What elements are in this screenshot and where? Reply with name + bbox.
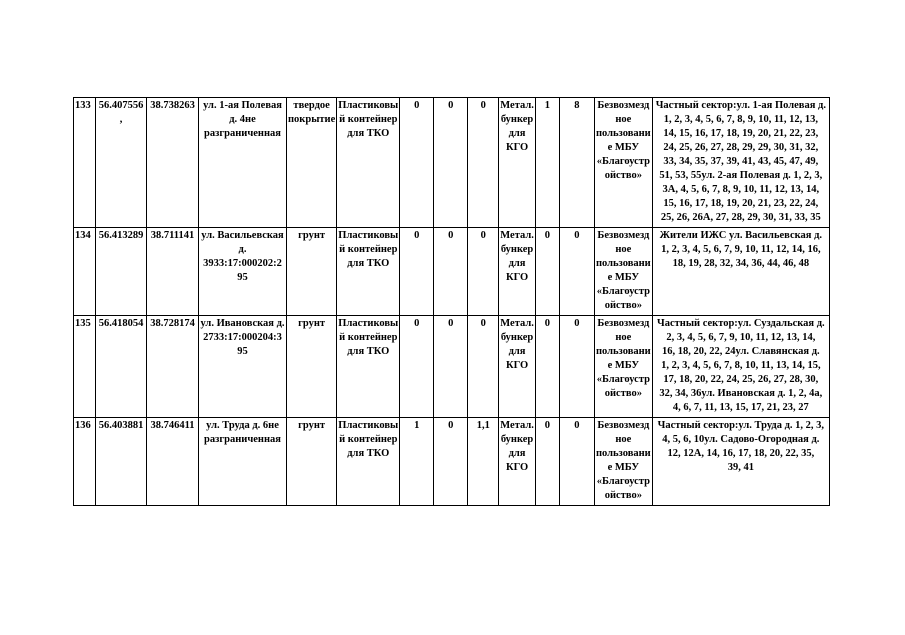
bunker-volume-cell: 8 xyxy=(559,98,594,228)
count-cell-1: 0 xyxy=(400,316,434,418)
surface-cell: грунт xyxy=(287,418,337,506)
container-type-cell: Пластиковы й контейнер для ТКО xyxy=(337,98,400,228)
volume-cell: 0 xyxy=(468,316,499,418)
row-number: 133 xyxy=(74,98,96,228)
latitude-cell: 56.418054 xyxy=(96,316,147,418)
row-number: 134 xyxy=(74,228,96,316)
bunker-type-cell: Метал. бункер для КГО xyxy=(499,316,536,418)
bunker-count-cell: 1 xyxy=(535,98,559,228)
count-cell-1: 0 xyxy=(400,98,434,228)
owner-cell: Безвозмезд ное пользовани е МБУ «Благоустр ойство» xyxy=(594,98,652,228)
address-cell: ул. 1-ая Полевая д. 4не разграниченная xyxy=(199,98,287,228)
container-type-cell: Пластиковы й контейнер для ТКО xyxy=(337,228,400,316)
bunker-count-cell: 0 xyxy=(535,316,559,418)
address-cell: ул. Труда д. 6не разграниченная xyxy=(199,418,287,506)
surface-cell: грунт xyxy=(287,228,337,316)
served-addresses-cell: Частный сектор:ул. Труда д. 1, 2, 3, 4, 5, 6, 10ул. Садово-Огородная д. 12, 12А, 14, 16, 17, 18, 20, 22, 35, 39, 41 xyxy=(652,418,829,506)
bunker-count-cell: 0 xyxy=(535,418,559,506)
latitude-cell: 56.413289 xyxy=(96,228,147,316)
count-cell-2: 0 xyxy=(434,228,468,316)
longitude-cell: 38.738263 xyxy=(147,98,199,228)
row-number: 135 xyxy=(74,316,96,418)
table-row xyxy=(74,316,830,418)
row-number: 136 xyxy=(74,418,96,506)
served-addresses-cell: Жители ИЖС ул. Васильевская д. 1, 2, 3, 4, 5, 6, 7, 9, 10, 11, 12, 14, 16, 18, 19, 28, 32, 34, 36, 44, 46, 48 xyxy=(652,228,829,316)
count-cell-2: 0 xyxy=(434,316,468,418)
surface-cell: твердое покрытие xyxy=(287,98,337,228)
registry-table xyxy=(73,97,830,506)
count-cell-1: 1 xyxy=(400,418,434,506)
surface-cell: грунт xyxy=(287,316,337,418)
volume-cell: 1,1 xyxy=(468,418,499,506)
bunker-type-cell: Метал. бункер для КГО xyxy=(499,98,536,228)
bunker-count-cell: 0 xyxy=(535,228,559,316)
bunker-volume-cell: 0 xyxy=(559,316,594,418)
address-cell: ул. Васильевская д. 3933:17:000202:2 95 xyxy=(199,228,287,316)
bunker-type-cell: Метал. бункер для КГО xyxy=(499,228,536,316)
count-cell-2: 0 xyxy=(434,98,468,228)
latitude-cell: 56.407556 , xyxy=(96,98,147,228)
count-cell-1: 0 xyxy=(400,228,434,316)
container-type-cell: Пластиковы й контейнер для ТКО xyxy=(337,316,400,418)
longitude-cell: 38.746411 xyxy=(147,418,199,506)
container-type-cell: Пластиковы й контейнер для ТКО xyxy=(337,418,400,506)
owner-cell: Безвозмезд ное пользовани е МБУ «Благоустр ойство» xyxy=(594,228,652,316)
served-addresses-cell: Частный сектор:ул. 1-ая Полевая д. 1, 2, 3, 4, 5, 6, 7, 8, 9, 10, 11, 12, 13, 14, 15, 16, 17, 18, 19, 20, 21, 22, 23, 24, 25, 26, 27, 28, 29, 29, 30, 31, 32, 33, 34, 35, 37, 39, 41, 43, 45, 47, 49, 51, 53, 55ул. 2-ая Полевая д. 1, 2, 3, 3А, 4, 5, 6, 7, 8, 9, 10, 11, 12, 13, 14, 15, 16, 17, 18, 19, 20, 21, 23, 22, 24, 25, 26, 26А, 27, 28, 29, 30, 31, 33, 35 xyxy=(652,98,829,228)
bunker-volume-cell: 0 xyxy=(559,418,594,506)
served-addresses-cell: Частный сектор:ул. Суздальская д. 2, 3, 4, 5, 6, 7, 9, 10, 11, 12, 13, 14, 16, 18, 20, 22, 24ул. Славянская д. 1, 2, 3, 4, 5, 6, 7, 8, 10, 11, 13, 14, 15, 17, 18, 20, 22, 24, 25, 26, 27, 28, 30, 32, 34, 36ул. Ивановская д. 1, 2, 4а, 4, 6, 7, 11, 13, 15, 17, 21, 23, 27 xyxy=(652,316,829,418)
longitude-cell: 38.728174 xyxy=(147,316,199,418)
owner-cell: Безвозмезд ное пользовани е МБУ «Благоустр ойство» xyxy=(594,316,652,418)
table-row xyxy=(74,98,830,228)
bunker-type-cell: Метал. бункер для КГО xyxy=(499,418,536,506)
latitude-cell: 56.403881 xyxy=(96,418,147,506)
table-row xyxy=(74,418,830,506)
owner-cell: Безвозмезд ное пользовани е МБУ «Благоустр ойство» xyxy=(594,418,652,506)
count-cell-2: 0 xyxy=(434,418,468,506)
table-row xyxy=(74,228,830,316)
volume-cell: 0 xyxy=(468,98,499,228)
bunker-volume-cell: 0 xyxy=(559,228,594,316)
volume-cell: 0 xyxy=(468,228,499,316)
address-cell: ул. Ивановская д. 2733:17:000204:3 95 xyxy=(199,316,287,418)
longitude-cell: 38.711141 xyxy=(147,228,199,316)
